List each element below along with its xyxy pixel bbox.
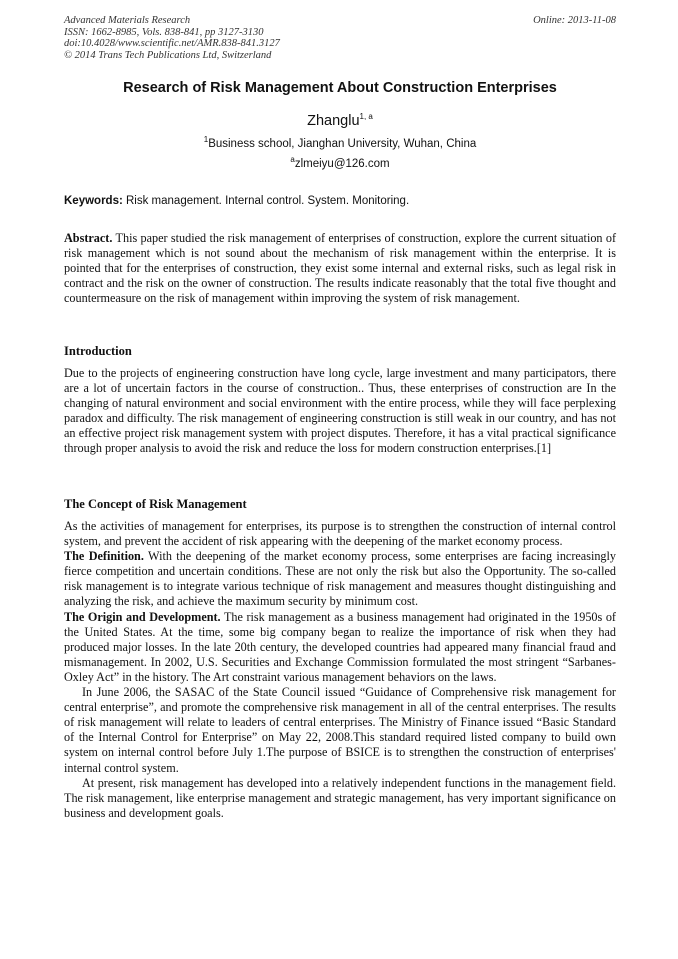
definition-text: With the deepening of the market economy process, some enterprises are facing increasingly fierce competition and uncertain conditions. These are not only the risk but also the Opportunity. The so-called risk management is to integrate various technique of risk management and measures thought distinguishing and analyzing the risk, and achieve the maximum security by minimum cost. xyxy=(64,549,616,609)
keywords-text: Risk management. Internal control. System. Monitoring. xyxy=(126,195,410,207)
origin-paragraph xyxy=(64,610,616,685)
affiliation: Business school, Jianghan University, Wuhan, China xyxy=(208,138,477,150)
keywords-label: Keywords: xyxy=(64,195,123,207)
author-line xyxy=(64,113,616,129)
concept-heading: The Concept of Risk Management xyxy=(64,497,247,511)
abstract-paragraph xyxy=(64,231,616,306)
doi-line: doi:10.4028/www.scientific.net/AMR.838-841.3127 xyxy=(64,38,280,49)
issn-line: ISSN: 1662-8985, Vols. 838-841, pp 3127-3130 xyxy=(64,26,264,38)
author-email: zlmeiyu@126.com xyxy=(294,158,390,170)
affiliation-superscript: 1 xyxy=(203,135,209,145)
present-paragraph: At present, risk management has developed into a relatively independent functions in the management field. The risk management, like enterprise management and strategic management, has very important significance on business and development goals. xyxy=(64,775,616,820)
concept-section xyxy=(64,519,616,821)
author-name: Zhanglu xyxy=(307,113,360,129)
origin-text: The risk management as a business management had originated in the 1950s of the United States. At the time, some big company began to realize the importance of risk when they had produced major losses. In the late 20th century, the developed countries had appeared many financial fraud and mismanagement. In 2002, U.S. Securities and Exchange Commission formulated the most stringent “Sarbanes-Oxley Act” in the history. The Art constraint various management behaviors on the laws. xyxy=(64,609,616,684)
abstract-label: Abstract. xyxy=(64,231,113,245)
email-line xyxy=(64,155,616,170)
online-date: Online: 2013-11-08 xyxy=(533,15,616,26)
paper-title: Research of Risk Management About Construction Enterprises xyxy=(123,80,557,96)
introduction-paragraph: Due to the projects of engineering construction have long cycle, large investment and many participators, there are a lot of uncertain factors in the course of construction.. Thus, these enterprises of construction are In the changing of natural environment and social environment with the entire process, while they will face perplexing paradox and difficulty. The risk management of engineering construction is still weak in our country, and has not an effective project risk management system with project disputes. Therefore, it has a vital practical significance through proper analysis to avoid the risk and reduce the loss for modern construction enterprises.[1] xyxy=(64,366,616,456)
journal-name: Advanced Materials Research xyxy=(64,15,191,26)
journal-header xyxy=(64,15,616,61)
copyright-line: © 2014 Trans Tech Publications Ltd, Switzerland xyxy=(64,49,272,61)
author-superscript: 1, a xyxy=(359,112,373,122)
keywords-line xyxy=(64,195,616,207)
definition-paragraph xyxy=(64,549,616,609)
concept-intro-paragraph: As the activities of management for enterprises, its purpose is to strengthen the construction of internal control system, and prevent the accident of risk appearing with the deepening of the market economy process. xyxy=(64,519,616,549)
abstract-text: This paper studied the risk management of enterprises of construction, explore the current situation of risk management which is not sound about the mechanism of risk management within the enterprise. It is pointed that for the enterprises of construction, they exist some internal and external risks, such as legal risk in contract and the risk on the owner of construction. The results indicate reasonably that the total five thought and countermeasure on the risk of management within improving the system of risk management. xyxy=(64,231,617,306)
sasac-2006-paragraph: In June 2006, the SASAC of the State Council issued “Guidance of Comprehensive risk management for central enterprise”, and promote the comprehensive risk management in all of the central enterprises. The results of risk management will relate to leaders of central enterprises. The Ministry of Finance issued “Basic Standard of the Internal Control for Enterprise” on May 22, 2008.This standard required listed company to build own system on internal control before July 1.The purpose of BSICE is to strengthen the construction of enterprises' internal control system. xyxy=(64,685,616,775)
affiliation-line xyxy=(64,135,616,150)
abstract-section xyxy=(64,231,616,306)
introduction-section xyxy=(64,366,616,457)
email-superscript: a xyxy=(290,155,295,165)
introduction-heading: Introduction xyxy=(64,344,132,358)
definition-label: The Definition. xyxy=(64,549,144,564)
origin-label: The Origin and Development. xyxy=(64,609,221,624)
